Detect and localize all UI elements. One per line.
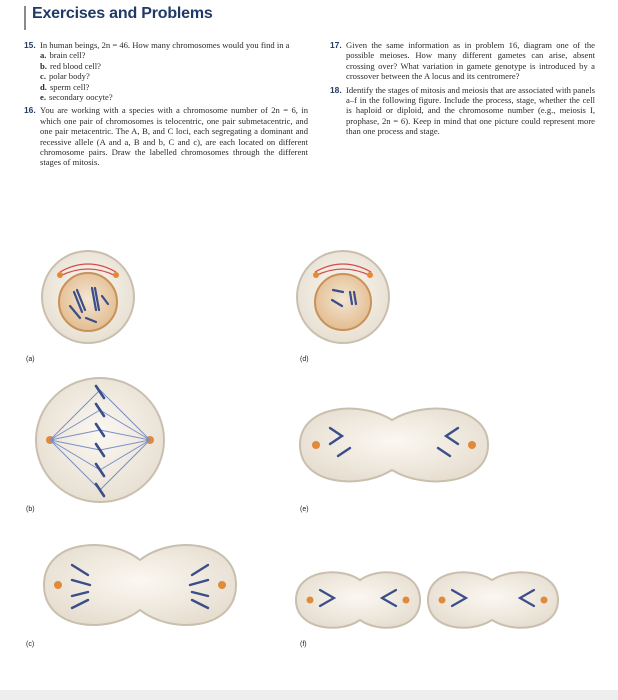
problem-18 xyxy=(330,85,595,137)
problem-text: Identify the stages of mitosis and meiosis that are associated with panels a–f in the following figure. Include the process, stage, whether the cell is haploid or diploid, and the chromosome number (e.g., meiosis I, prophase, 2n = 6). Keep in mind that one picture could represent more than one process and stage. xyxy=(346,84,595,137)
subitem-letter: a. xyxy=(40,50,47,61)
problem-16 xyxy=(24,105,308,167)
panel-label-e: (e) xyxy=(300,506,309,513)
problem-number: 18. xyxy=(330,84,342,95)
right-column xyxy=(330,40,595,140)
subitem xyxy=(40,71,308,81)
subitem-letter: c. xyxy=(40,71,46,82)
subitem-text: brain cell? xyxy=(49,50,86,61)
panel-e-cell xyxy=(300,409,488,482)
panel-label-a: (a) xyxy=(26,356,35,363)
subitem-letter: e. xyxy=(40,92,46,103)
problem-number: 17. xyxy=(330,40,342,50)
page-footer-band xyxy=(0,690,618,700)
left-column xyxy=(24,40,308,171)
panel-a-cell xyxy=(42,251,134,343)
problem-17 xyxy=(330,40,595,82)
page-title: Exercises and Problems xyxy=(32,5,213,22)
panel-b-cell xyxy=(36,378,164,502)
problem-number: 16. xyxy=(24,105,36,116)
subitem xyxy=(40,92,308,102)
subitem-text: secondary oocyte? xyxy=(48,92,113,103)
subitem xyxy=(40,61,308,71)
problem-text: You are working with a species with a chromosome number of 2n = 6, in which one pair of chromosomes is telocentric, one pair submetacentric, and one pair metacentric. The A, B, and C loci, each segregating a dominant and recessive allele (A and a, B and b, C and c), are each located on different chromosome pairs. Draw the labelled chromosomes through the different stages of mitosis. xyxy=(40,105,308,168)
subitem-text: red blood cell? xyxy=(49,60,102,71)
panel-c-cell xyxy=(44,545,236,625)
panel-f-cells xyxy=(296,572,558,627)
problem-text: In human beings, 2n = 46. How many chromosomes would you find in a xyxy=(40,40,290,50)
subitem-text: sperm cell? xyxy=(49,81,90,92)
subitem-letter: b. xyxy=(40,60,47,71)
title-rule xyxy=(24,6,26,30)
problem-text: Given the same information as in problem 16, diagram one of the possible meioses. How many different gametes can arise, absent crossing over? What variation in gamete genotype is introduced by a crossover between the A locus and its centromere? xyxy=(346,40,595,82)
subitem xyxy=(40,50,308,60)
panel-label-d: (d) xyxy=(300,356,309,363)
subitem-list xyxy=(40,50,308,102)
panel-label-c: (c) xyxy=(26,641,35,648)
subitem-letter: d. xyxy=(40,81,47,92)
panel-label-f: (f) xyxy=(300,641,307,648)
problem-15 xyxy=(24,40,308,102)
subitem-text: polar body? xyxy=(48,71,90,82)
panel-label-b: (b) xyxy=(26,506,35,513)
panel-d-cell xyxy=(297,251,389,343)
problem-number: 15. xyxy=(24,40,36,50)
subitem xyxy=(40,82,308,92)
